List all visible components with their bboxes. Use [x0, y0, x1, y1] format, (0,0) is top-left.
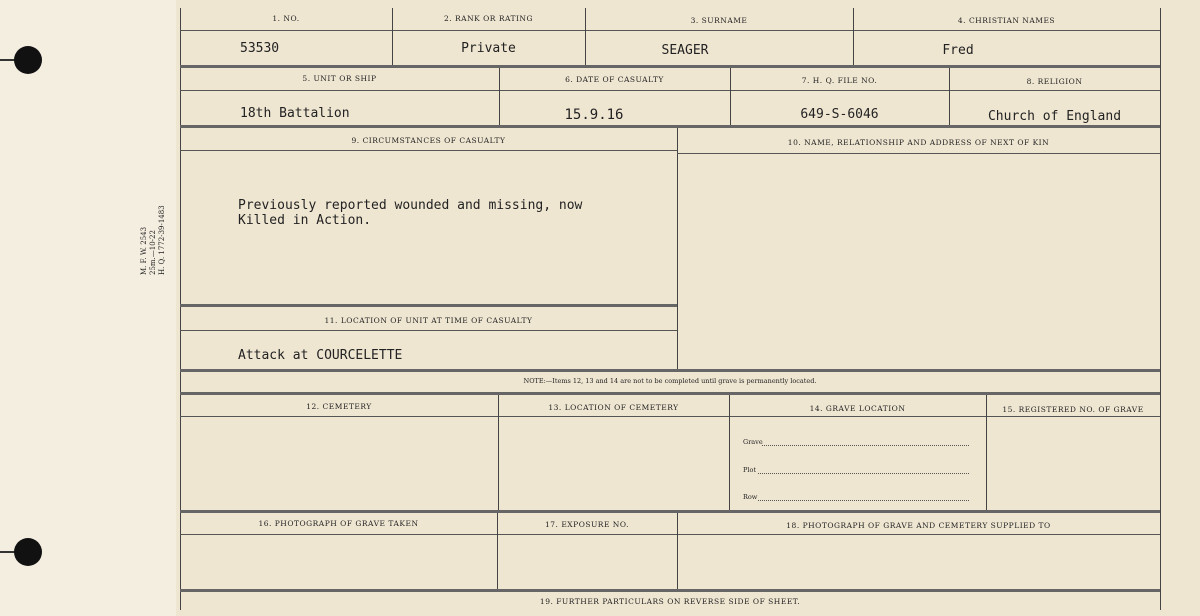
- divider: [180, 510, 1160, 513]
- hq-file-value: 649-S-6046: [800, 107, 879, 122]
- cemetery-label: 12. CEMETERY: [306, 402, 372, 411]
- no-value: 53530: [240, 41, 280, 56]
- divider: [180, 534, 1160, 535]
- margin-line: M. F. W. 2543: [140, 226, 148, 275]
- photo-taken-label: 16. PHOTOGRAPH OF GRAVE TAKEN: [258, 519, 419, 528]
- christian-names-value: Fred: [942, 43, 974, 58]
- punch-hole: [14, 46, 42, 74]
- rank-value: Private: [461, 41, 516, 56]
- surname-value: SEAGER: [661, 43, 709, 58]
- circumstances-value: [238, 198, 582, 228]
- christian-names-label: 4. CHRISTIAN NAMES: [957, 16, 1056, 25]
- exposure-label: 17. EXPOSURE NO.: [545, 520, 629, 529]
- religion-label: 8. RELIGION: [1026, 77, 1083, 86]
- registered-no-label: 15. REGISTERED NO. OF GRAVE: [1002, 405, 1144, 414]
- punch-hole: [14, 538, 42, 566]
- margin-line: 25m.—10-22: [149, 230, 157, 275]
- circumstances-label: 9. CIRCUMSTANCES OF CASUALTY: [351, 136, 506, 145]
- row-label: Row: [743, 493, 758, 501]
- plot-label: Plot: [743, 466, 756, 474]
- divider: [180, 150, 677, 151]
- surname-label: 3. SURNAME: [690, 16, 748, 25]
- divider: [180, 90, 1160, 91]
- plot-line: [758, 473, 969, 474]
- location-value: Attack at COURCELETTE: [238, 348, 403, 363]
- circumstances-line: Previously reported wounded and missing, now: [238, 198, 583, 213]
- margin-line: H. Q. 1772-39-1483: [158, 205, 166, 275]
- grave-label: Grave: [743, 438, 763, 446]
- divider: [180, 125, 1160, 128]
- divider: [677, 128, 678, 370]
- divider: [180, 304, 677, 307]
- circumstances-line: Killed in Action.: [238, 213, 372, 228]
- divider: [180, 589, 1160, 592]
- unit-value: 18th Battalion: [240, 106, 350, 121]
- grave-location-label: 14. GRAVE LOCATION: [809, 404, 906, 413]
- divider: [180, 392, 1160, 395]
- photo-supplied-label: 18. PHOTOGRAPH OF GRAVE AND CEMETERY SUPPLIED TO: [786, 521, 1051, 530]
- left-margin: [0, 0, 176, 616]
- further-particulars-label: 19. FURTHER PARTICULARS ON REVERSE SIDE OF SHEET.: [539, 597, 801, 606]
- margin-print: [140, 205, 167, 275]
- divider: [498, 395, 499, 510]
- divider: [677, 153, 1160, 154]
- divider: [180, 369, 1160, 372]
- rank-label: 2. RANK OR RATING: [443, 14, 533, 23]
- divider: [180, 65, 1160, 68]
- location-label: 11. LOCATION OF UNIT AT TIME OF CASUALTY: [324, 316, 533, 325]
- divider: [180, 416, 1160, 417]
- grave-line: [762, 445, 969, 446]
- unit-label: 5. UNIT OR SHIP: [302, 74, 377, 83]
- cemetery-location-label: 13. LOCATION OF CEMETERY: [548, 403, 679, 412]
- date-value: 15.9.16: [564, 107, 624, 123]
- date-label: 6. DATE OF CASUALTY: [565, 75, 664, 84]
- no-label: 1. NO.: [272, 14, 300, 23]
- religion-value: Church of England: [987, 109, 1122, 124]
- hq-file-label: 7. H. Q. FILE NO.: [801, 76, 878, 85]
- divider: [180, 30, 1160, 31]
- border: [1160, 8, 1161, 610]
- divider: [180, 330, 677, 331]
- row-line: [758, 500, 969, 501]
- next-of-kin-label: 10. NAME, RELATIONSHIP AND ADDRESS OF NEXT OF KIN: [787, 138, 1050, 147]
- note: NOTE:—Items 12, 13 and 14 are not to be completed until grave is permanently located.: [523, 377, 817, 385]
